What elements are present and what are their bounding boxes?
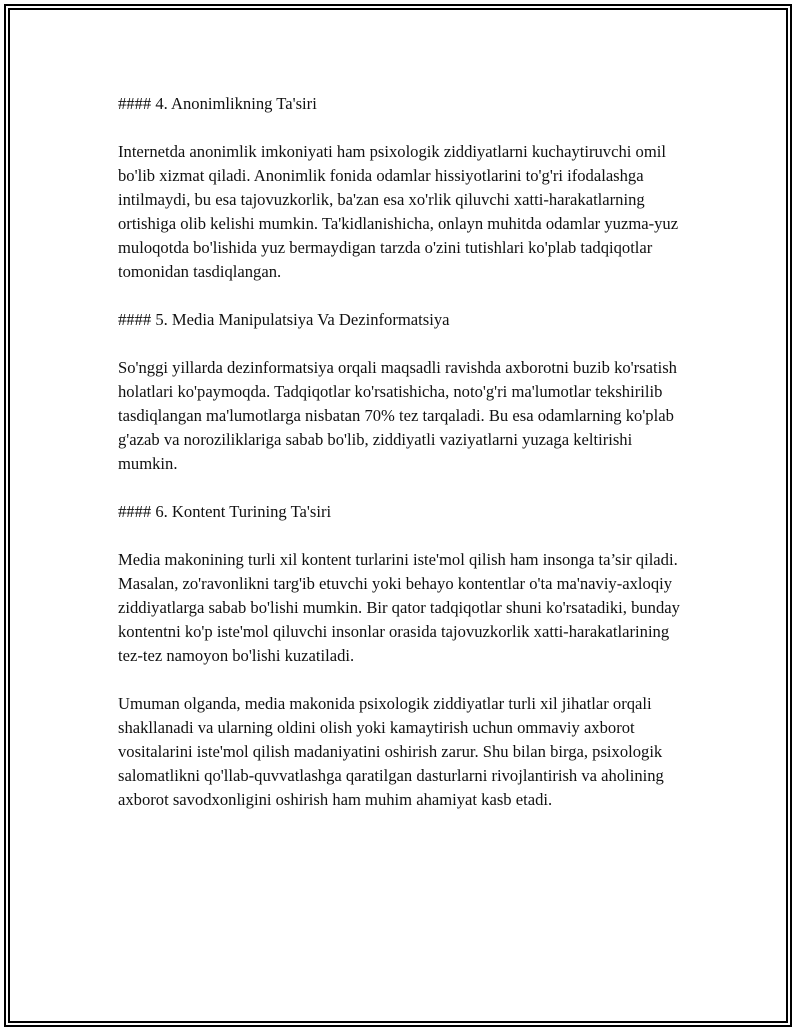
section-heading-anonymity: #### 4. Anonimlikning Ta'siri — [118, 94, 317, 113]
section-paragraph-content-type: Media makonining turli xil kontent turlarini iste'mol qilish ham insonga ta’sir qiladi. Masalan, zo'ravonlikni targ'ib etuvchi yoki behayo kontentlar o'ta ma'naviy-axloqiy ziddiyatlarga sabab bo'lishi mumkin. Bir qator tadqiqotlar shuni ko'rsatadiki, bunday kontentni ko'p iste'mol qiluvchi insonlar orasida tajovuzkorlik xatti-harakatlarining tez-tez namoyon bo'lishi kuzatiladi. — [118, 550, 680, 665]
section-heading-media-manipulation: #### 5. Media Manipulatsiya Va Dezinformatsiya — [118, 310, 450, 329]
section-heading-content-type: #### 6. Kontent Turining Ta'siri — [118, 502, 332, 521]
section-paragraph-anonymity: Internetda anonimlik imkoniyati ham psixologik ziddiyatlarni kuchaytiruvchi omil bo'lib xizmat qiladi. Anonimlik fonida odamlar hissiyotlarini to'g'ri ifodalashga intilmaydi, bu esa tajovuzkorlik, ba'zan esa xo'rlik qiluvchi xatti-harakatlarning ortishiga olib kelishi mumkin. Ta'kidlanishicha, onlayn muhitda odamlar yuzma-yuz muloqotda bo'lishida yuz bermaydigan tarzda o'zini tutishlari ko'plab tadqiqotlar tomonidan tasdiqlangan. — [118, 142, 679, 281]
section-paragraph-media-manipulation: So'nggi yillarda dezinformatsiya orqali maqsadli ravishda axborotni buzib ko'rsatish holatlari ko'paymoqda. Tadqiqotlar ko'rsatishicha, noto'g'ri ma'lumotlar tekshirilib tasdiqlangan ma'lumotlarga nisbatan 70% tez tarqaladi. Bu esa odamlarning ko'plab g'azab va noroziliklariga sabab bo'lib, ziddiyatli vaziyatlarni yuzaga keltirishi mumkin. — [118, 358, 677, 473]
document-body — [118, 92, 690, 836]
conclusion-paragraph: Umuman olganda, media makonida psixologik ziddiyatlar turli xil jihatlar orqali shakllanadi va ularning oldini olish yoki kamaytirish uchun ommaviy axborot vositalarini iste'mol qilish madaniyatini oshirish zarur. Shu bilan birga, psixologik salomatlikni qo'llab-quvvatlashga qaratilgan dasturlarni rivojlantirish va aholining axborot savodxonligini oshirish ham muhim ahamiyat kasb etadi. — [118, 694, 664, 809]
